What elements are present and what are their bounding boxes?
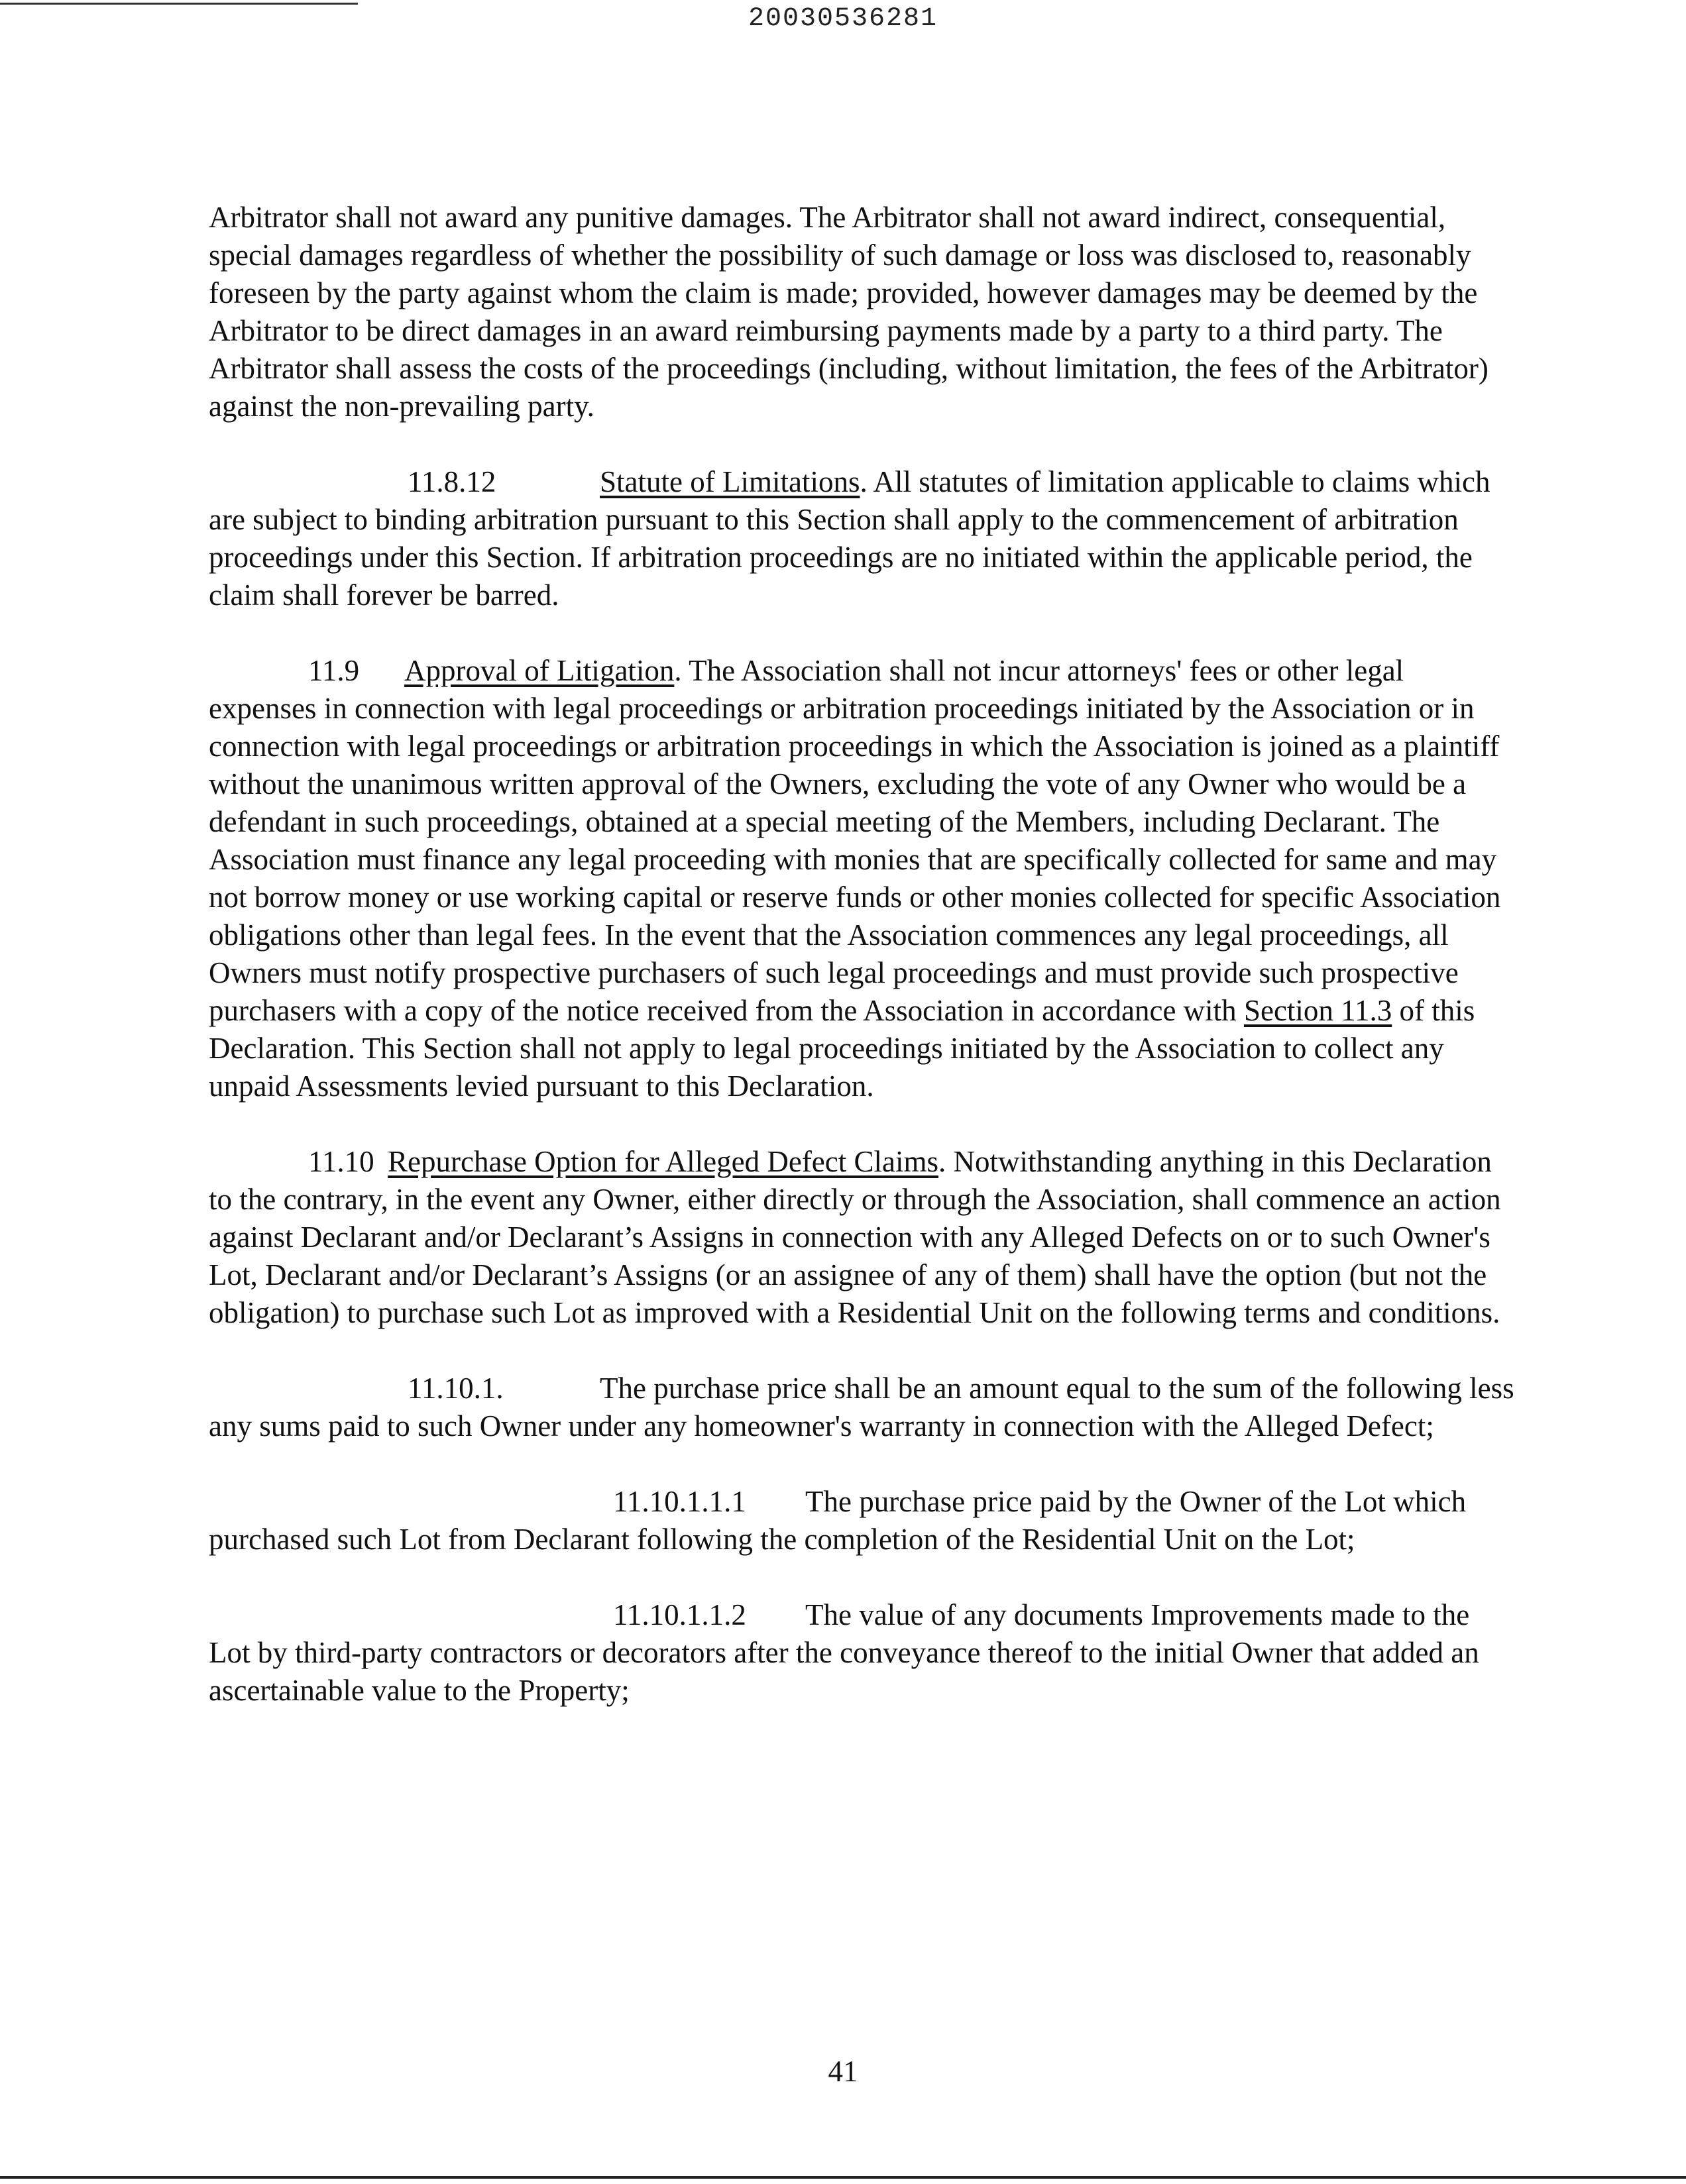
section-number: 11.10 (308, 1145, 374, 1178)
section-reference-link: Section 11.3 (1243, 994, 1392, 1027)
section-number: 11.10.1.1.1 (613, 1485, 746, 1518)
section-heading: Statute of Limitations (600, 465, 860, 498)
section-number: 11.8.12 (408, 465, 496, 498)
section-11-10-1-1-1 (209, 1483, 1518, 1558)
section-text: The purchase price shall be an amount equal to the sum of the following less any sums paid to such Owner under any homeowner's warranty in connection with the Alleged Defect; (209, 1372, 1514, 1443)
section-11-8-12 (209, 463, 1518, 614)
section-text: . The Association shall not incur attorneys' fees or other legal expenses in connection with legal proceedings or arbitration proceedings initiated by the Association or in connection with legal proceedings or arbitration proceedings in which the Association is joined as a plaintiff without the unanimous written approval of the Owners, excluding the vote of any Owner who would be a defendant in such proceedings, obtained at a special meeting of the Members, including Declarant. The Association must finance any legal proceeding with monies that are specifically collected for same and may not borrow money or use working capital or reserve funds or other monies collected for specific Association obligations other than legal fees. In the event that the Association commences any legal proceedings, all Owners must notify prospective purchasers of such legal proceedings and must provide such prospective purchasers with a copy of the notice received from the Association in accordance with (209, 654, 1501, 1027)
section-number: 11.9 (308, 654, 360, 687)
section-text: . Notwithstanding anything in this Declaration to the contrary, in the event any Owner, either directly or through the Association, shall commence an action against Declarant and/or Declarant’s Assigns in connection with any Alleged Defects on or to such Owner's Lot, Declarant and/or Declarant’s Assigns (or an assignee of any of them) shall have the option (but not the obligation) to purchase such Lot as improved with a Residential Unit on the following terms and conditions. (209, 1145, 1501, 1329)
section-text-continued: of this Declaration. This Section shall not apply to legal proceedings initiated by the Association to collect any unpaid Assessments levied pursuant to this Declaration. (209, 994, 1475, 1103)
bottom-rule (0, 2176, 1686, 2179)
section-text: The value of any documents Improvements made to the Lot by third-party contractors or decorators after the conveyance thereof to the initial Owner that added an ascertainable value to the Property; (209, 1598, 1479, 1707)
section-11-10-1 (209, 1370, 1518, 1445)
section-number: 11.10.1. (408, 1372, 504, 1405)
section-text: . All statutes of limitation applicable to claims which are subject to binding arbitration pursuant to this Section shall apply to the commencement of arbitration proceedings under this Section. If arbitration proceedings are no initiated within the applicable period, the claim shall forever be barred. (209, 465, 1490, 612)
paragraph-arbitrator-damages (209, 199, 1518, 425)
section-heading: Repurchase Option for Alleged Defect Claims (388, 1145, 939, 1178)
paragraph-text: Arbitrator shall not award any punitive damages. The Arbitrator shall not award indirect, consequential, special damages regardless of whether the possibility of such damage or loss was disclosed to, reasonably foreseen by the party against whom the claim is made; provided, however damages may be deemed by the Arbitrator to be direct damages in an award reimbursing payments made by a party to a third party. The Arbitrator shall assess the costs of the proceedings (including, without limitation, the fees of the Arbitrator) against the non-prevailing party. (209, 201, 1489, 423)
section-heading: Approval of Litigation (404, 654, 675, 687)
document-body (209, 199, 1518, 1747)
section-number: 11.10.1.1.2 (613, 1598, 746, 1631)
section-11-10-1-1-2 (209, 1596, 1518, 1710)
section-text: The purchase price paid by the Owner of the Lot which purchased such Lot from Declarant following the completion of the Residential Unit on the Lot; (209, 1485, 1467, 1556)
document-number: 20030536281 (748, 4, 938, 34)
section-11-10 (209, 1143, 1518, 1332)
section-11-9 (209, 652, 1518, 1105)
page-number: 41 (828, 2055, 858, 2088)
